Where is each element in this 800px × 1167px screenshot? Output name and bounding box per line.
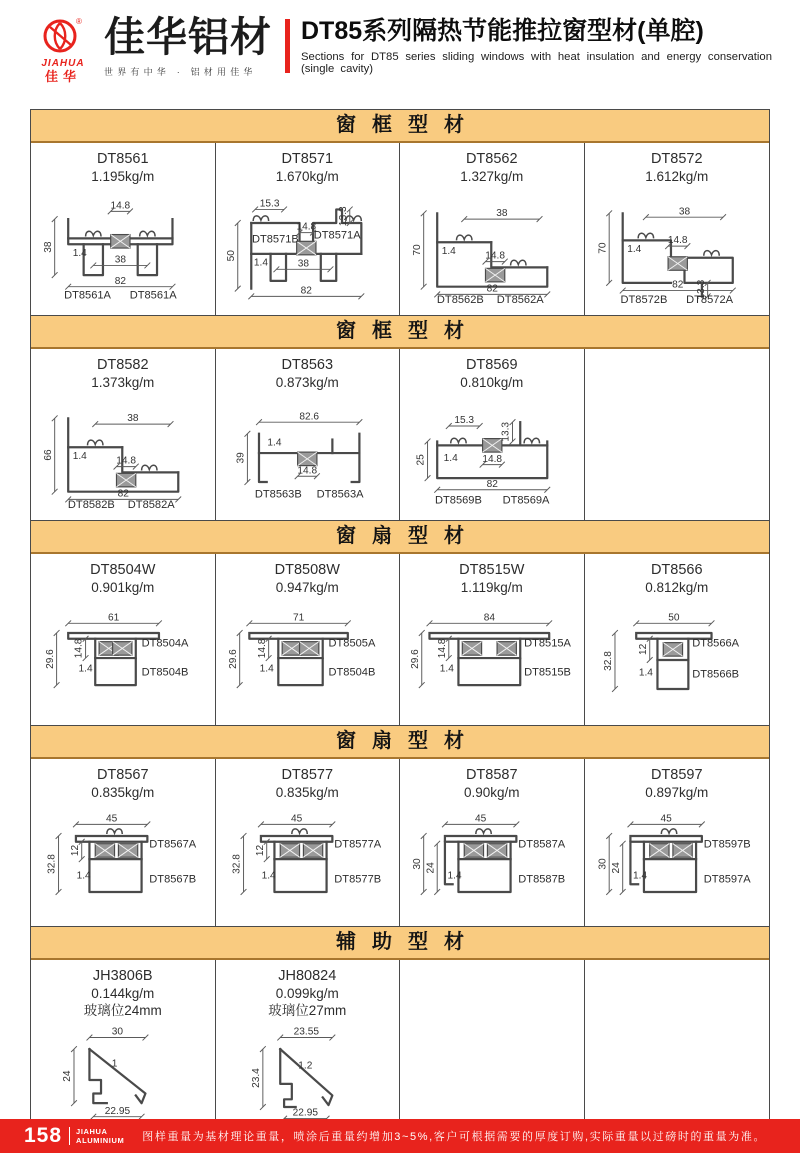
svg-text:25: 25 [415,454,427,466]
model-number: DT8582 [96,356,149,373]
svg-text:38: 38 [297,258,309,270]
profile-section-svg [31,807,215,919]
profile-drawing [31,185,215,314]
section-heading: 窗扇型材 [31,520,769,554]
svg-text:DT8572B: DT8572B [620,294,667,306]
empty-cell [400,960,585,1140]
model-number: DT8566 [650,561,703,578]
profile-section-svg [400,604,584,716]
profile-row [31,759,769,926]
svg-text:82: 82 [671,279,683,291]
model-number: JH80824 [278,967,337,984]
svg-text:32.8: 32.8 [46,854,58,875]
svg-text:DT8515A: DT8515A [524,637,571,650]
svg-text:DT8504A: DT8504A [141,637,189,650]
svg-text:70: 70 [411,244,423,256]
section-heading: 窗扇型材 [31,725,769,759]
company-block [104,16,272,78]
svg-text:61: 61 [107,612,120,624]
model-number: DT8572 [650,150,703,167]
svg-text:24: 24 [425,862,437,874]
empty-cell [585,960,770,1140]
svg-text:DT8563A: DT8563A [316,488,364,501]
svg-text:23.55: 23.55 [293,1026,319,1038]
profile-drawing [585,596,770,724]
svg-text:DT8566A: DT8566A [691,637,739,650]
model-weight: 1.373kg/m [91,374,155,390]
svg-text:45: 45 [106,813,118,825]
profile-cell [216,960,401,1140]
page-title: DT85系列隔热节能推拉窗型材(单腔) [301,17,704,45]
section-heading: 窗框型材 [31,315,769,349]
svg-text:1.4: 1.4 [441,245,456,257]
profile-row [31,349,769,520]
svg-text:30: 30 [111,1026,124,1038]
profile-row [31,143,769,315]
svg-text:DT8566B: DT8566B [691,668,739,681]
profile-drawing [400,596,584,724]
profile-drawing [585,185,770,314]
svg-text:82: 82 [114,275,126,287]
svg-text:29.6: 29.6 [409,649,421,670]
page-header [0,0,800,85]
profile-cell [31,554,216,725]
svg-text:DT8563B: DT8563B [254,488,302,501]
svg-text:DT8562B: DT8562B [436,294,484,306]
model-number: DT8562 [465,150,518,167]
page-subtitle: Sections for DT85 series sliding windows with heat insulation and energy conservation (single cavity) [301,51,772,76]
registered-mark: ® [76,17,82,26]
model-weight: 0.901kg/m [91,579,155,595]
svg-text:38: 38 [496,208,508,220]
svg-text:DT8561A: DT8561A [64,289,111,302]
svg-text:32.8: 32.8 [602,651,614,672]
glass-position-note: 玻璃位24mm [83,1003,162,1019]
svg-text:23.4: 23.4 [250,1067,262,1088]
page-footer [0,1119,800,1153]
svg-text:DT8572A: DT8572A [685,294,733,306]
svg-text:45: 45 [290,813,302,825]
model-number: DT8571 [281,150,334,167]
svg-text:1.4: 1.4 [72,247,87,259]
model-weight: 0.144kg/m [91,985,155,1001]
svg-text:50: 50 [667,612,680,624]
svg-text:82.6: 82.6 [298,411,319,423]
svg-text:DT8569B: DT8569B [435,494,482,507]
title-block [301,16,772,75]
svg-text:12: 12 [69,845,81,857]
profile-drawing [400,391,584,519]
svg-text:1.4: 1.4 [76,870,91,882]
profile-cell [400,554,585,725]
svg-text:38: 38 [114,254,126,266]
svg-text:13.3: 13.3 [695,279,707,300]
profile-cell [400,349,585,520]
svg-text:1.4: 1.4 [638,667,653,679]
model-weight: 1.119kg/m [460,579,523,595]
svg-text:14.8: 14.8 [295,221,316,233]
svg-text:71: 71 [292,612,304,624]
profile-section-svg [400,399,584,511]
profile-drawing [216,596,400,724]
svg-text:39: 39 [235,452,247,464]
model-number: DT8597 [650,766,703,783]
svg-text:DT8597A: DT8597A [703,873,751,886]
model-weight: 1.195kg/m [91,168,155,184]
svg-text:DT8587A: DT8587A [518,838,566,851]
model-weight: 0.90kg/m [463,784,520,800]
svg-text:38: 38 [42,241,54,253]
profile-drawing [216,185,400,314]
svg-text:12: 12 [254,845,266,857]
svg-text:1.4: 1.4 [266,437,281,449]
svg-text:70: 70 [596,242,608,254]
svg-text:82: 82 [486,479,498,491]
model-number: DT8515W [459,561,525,578]
model-weight: 1.670kg/m [275,168,339,184]
svg-text:DT8567B: DT8567B [149,873,197,886]
svg-text:1: 1 [111,1058,118,1070]
svg-text:45: 45 [660,813,672,825]
jiahua-emblem-icon [24,16,102,58]
profile-cell [585,143,770,315]
svg-text:38: 38 [127,413,139,425]
model-number: DT8569 [465,356,518,373]
glass-position-note: 玻璃位27mm [268,1003,347,1019]
svg-text:30: 30 [596,858,608,871]
catalog-table [30,109,770,1141]
profile-row [31,960,769,1140]
svg-text:14.8: 14.8 [436,638,448,659]
page-number: 158 [24,1124,63,1147]
profile-drawing [216,391,400,519]
svg-text:82: 82 [117,488,129,500]
svg-text:13.3: 13.3 [500,422,512,443]
model-weight: 0.810kg/m [460,374,524,390]
brand-name-cn: 佳华 [44,69,81,84]
svg-text:82: 82 [486,283,498,295]
svg-text:DT8587B: DT8587B [518,873,566,886]
company-slogan: 世界有中华 · 铝材用佳华 [104,67,257,78]
svg-text:1.4: 1.4 [72,451,87,463]
profile-row [31,554,769,725]
profile-section-svg [31,399,215,511]
svg-text:DT8577B: DT8577B [333,873,381,886]
section-heading: 窗框型材 [31,110,769,143]
svg-text:1.4: 1.4 [632,870,647,882]
profile-drawing [31,596,215,724]
svg-text:22.95: 22.95 [292,1107,318,1119]
model-number: DT8577 [281,766,334,783]
profile-section-svg [585,604,770,716]
profile-section-svg [585,807,770,919]
svg-text:DT8569A: DT8569A [502,494,550,507]
svg-text:1.4: 1.4 [259,664,274,676]
svg-text:1.4: 1.4 [78,664,93,676]
svg-text:13.3: 13.3 [337,206,349,226]
svg-text:14.8: 14.8 [482,454,503,466]
profile-drawing [216,801,400,925]
profile-drawing [31,391,215,519]
svg-text:30: 30 [411,858,423,871]
profile-cell [216,143,401,315]
model-number: DT8587 [465,766,518,783]
svg-text:38: 38 [678,206,690,218]
company-name: 佳华铝材 [104,14,272,60]
profile-section-svg [216,194,400,306]
svg-text:50: 50 [225,250,237,262]
svg-text:1.2: 1.2 [297,1060,312,1072]
model-number: JH3806B [92,967,153,984]
svg-text:15.3: 15.3 [454,415,475,427]
model-weight: 0.873kg/m [275,374,339,390]
model-number: DT8563 [281,356,334,373]
footer-divider [69,1127,70,1145]
footer-note: 图样重量为基材理论重量，喷涂后重量约增加3~5%,客户可根据需要的厚度订购,实际重量以过磅时的重量为准。 [142,1131,767,1143]
svg-text:84: 84 [483,612,495,624]
profile-drawing [400,801,584,925]
svg-text:14.8: 14.8 [485,250,505,262]
footer-brand-line2: ALUMINIUM [76,1136,125,1145]
company-logo [24,16,102,85]
svg-text:22.95: 22.95 [104,1105,131,1117]
svg-text:DT8504B: DT8504B [328,666,375,679]
profile-section-svg [216,604,400,716]
svg-text:1.4: 1.4 [253,257,268,269]
svg-text:DT8577A: DT8577A [333,838,381,851]
empty-cell [585,349,770,520]
profile-cell [585,759,770,926]
svg-text:DT8571A: DT8571A [313,229,361,242]
profile-section-svg [585,194,770,306]
profile-cell [31,349,216,520]
profile-cell [31,759,216,926]
svg-text:DT8567A: DT8567A [149,838,197,851]
model-weight: 0.835kg/m [275,784,339,800]
profile-section-svg [400,807,584,919]
profile-cell [216,554,401,725]
profile-cell [400,759,585,926]
svg-text:DT8515B: DT8515B [524,666,571,679]
red-divider [285,19,290,73]
svg-text:1.4: 1.4 [261,870,276,882]
brand-name-en: JIAHUA [41,58,85,69]
model-number: DT8567 [96,766,149,783]
model-weight: 1.612kg/m [645,168,709,184]
svg-text:14.8: 14.8 [110,200,131,212]
svg-text:14.8: 14.8 [73,638,85,659]
profile-cell [31,143,216,315]
svg-text:DT8597B: DT8597B [703,838,751,851]
profile-cell [31,960,216,1140]
model-weight: 0.835kg/m [91,784,155,800]
profile-cell [585,554,770,725]
model-weight: 0.897kg/m [645,784,709,800]
svg-text:14.8: 14.8 [116,456,136,468]
footer-brand [76,1127,124,1146]
profile-drawing [585,801,770,925]
svg-text:DT8571B: DT8571B [251,233,299,246]
svg-text:45: 45 [475,813,487,825]
model-number: DT8504W [90,561,156,578]
svg-text:15.3: 15.3 [259,198,279,210]
profile-section-svg [400,194,584,306]
profile-drawing [400,185,584,314]
profile-section-svg [31,604,215,716]
svg-text:DT8562A: DT8562A [496,294,544,306]
svg-text:DT8582B: DT8582B [67,499,115,512]
svg-text:29.6: 29.6 [227,649,239,670]
svg-text:66: 66 [42,449,54,462]
model-weight: 1.327kg/m [460,168,524,184]
svg-text:DT8561A: DT8561A [129,289,177,302]
svg-text:14.8: 14.8 [256,638,268,659]
svg-text:1.4: 1.4 [626,243,641,255]
svg-text:14.8: 14.8 [296,465,317,477]
profile-cell [216,759,401,926]
svg-text:12: 12 [637,644,649,656]
model-number: DT8508W [274,561,340,578]
svg-text:1.4: 1.4 [443,453,458,465]
svg-text:1.4: 1.4 [439,664,454,676]
profile-section-svg [216,399,400,511]
svg-text:1.4: 1.4 [447,870,462,882]
profile-cell [216,349,401,520]
svg-text:24: 24 [610,862,622,874]
svg-text:29.6: 29.6 [44,649,56,670]
profile-cell [400,143,585,315]
svg-text:82: 82 [300,285,312,297]
profile-section-svg [31,194,215,306]
profile-drawing [31,801,215,925]
svg-text:DT8582A: DT8582A [127,499,175,512]
profile-section-svg [216,807,400,919]
model-weight: 0.812kg/m [645,579,709,595]
svg-text:14.8: 14.8 [667,235,688,247]
footer-brand-line1: JIAHUA [76,1126,108,1136]
model-weight: 0.099kg/m [275,985,339,1001]
model-number: DT8561 [96,150,149,167]
svg-text:24: 24 [62,1070,74,1082]
section-heading: 辅助型材 [31,926,769,960]
svg-text:DT8505A: DT8505A [328,637,375,650]
model-weight: 0.947kg/m [275,579,339,595]
svg-text:DT8504B: DT8504B [141,666,189,679]
svg-text:32.8: 32.8 [231,854,243,875]
